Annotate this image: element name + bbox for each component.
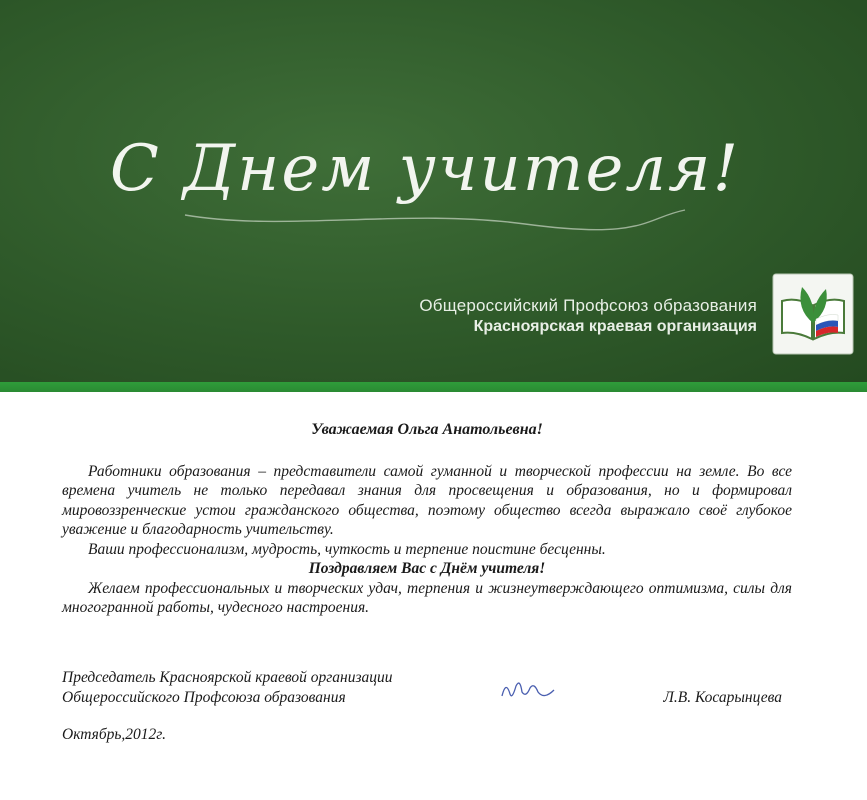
union-logo-icon [772, 273, 854, 355]
organization-name [419, 296, 757, 336]
organization-line1: Общероссийский Профсоюз образования [419, 296, 757, 315]
greeting-title [109, 100, 741, 250]
signatory-title-line1: Председатель Красноярской краевой организации [62, 669, 393, 686]
greeting-flourish [185, 210, 685, 230]
signatory-title-line2: Общероссийского Профсоюза образования [62, 689, 346, 706]
salutation: Уважаемая Ольга Анатольевна! [311, 421, 543, 438]
greeting-header [0, 0, 867, 382]
handwritten-signature-icon [498, 676, 558, 704]
signatory-title [62, 668, 393, 708]
congratulation-line: Поздравляем Вас с Днём учителя! [308, 560, 546, 577]
letter-paragraph-1: Работники образования – представители самой гуманной и творческой профессии на земле. Во все времена учитель не только передавал знания для просвещения и образования, но и формировал мировоззренческие устои гражданского общества, поэтому общество всегда выражало своё глубокое уважение и благодарность учительству. [62, 462, 792, 538]
letter-date: Октябрь,2012г. [62, 726, 167, 743]
letter-paragraph-3: Желаем профессиональных и творческих удач, терпения и жизнеутверждающего оптимизма, силы для многогранной работы, чудесного настроения. [62, 579, 792, 616]
letter-paragraph-2: Ваши профессионализм, мудрость, чуткость и терпение поистине бесценны. [88, 540, 606, 558]
letter-body [62, 420, 792, 618]
organization-line2: Красноярская краевая организация [473, 318, 757, 335]
signatory-name: Л.В. Косарынцева [663, 689, 782, 706]
header-divider [0, 382, 867, 392]
greeting-title-text: С Днем учителя! [109, 132, 741, 206]
